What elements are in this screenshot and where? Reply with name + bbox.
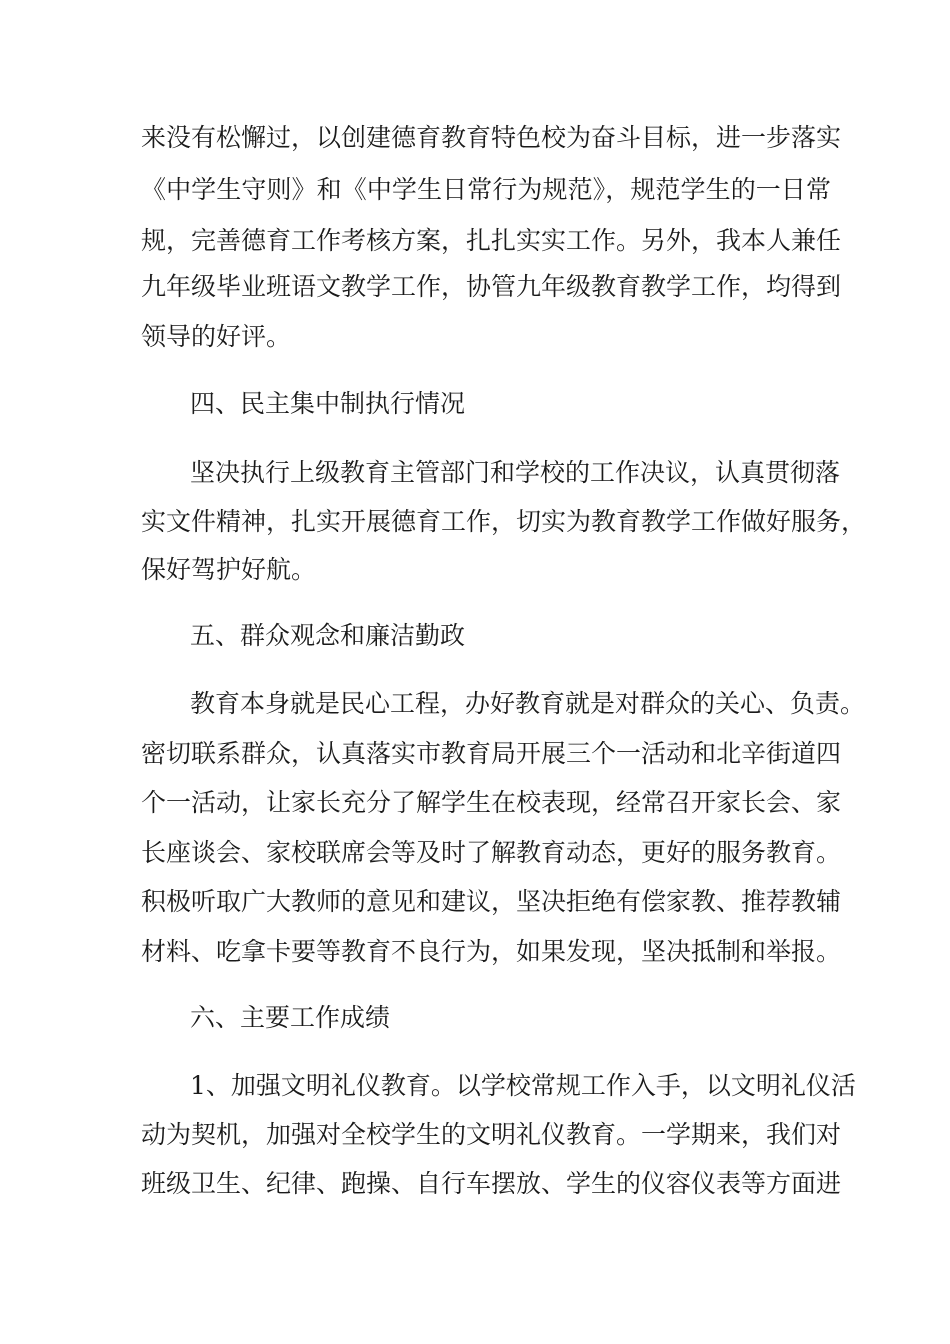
paragraph-line: 班级卫生、纪律、跑操、自行车摆放、学生的仪容仪表等方面进	[141, 1169, 842, 1198]
section-heading: 五、群众观念和廉洁勤政	[190, 621, 466, 650]
paragraph-line: 实文件精神，扎实开展德育工作，切实为教育教学工作做好服务，	[141, 507, 867, 536]
paragraph-line: 《中学生守则》和《中学生日常行为规范》，规范学生的一日常	[141, 175, 831, 204]
paragraph-line: 九年级毕业班语文教学工作，协管九年级教育教学工作，均得到	[141, 272, 842, 301]
section-heading: 四、民主集中制执行情况	[190, 389, 466, 418]
paragraph-line: 规，完善德育工作考核方案，扎扎实实工作。另外，我本人兼任	[141, 226, 842, 255]
section-heading: 六、主要工作成绩	[190, 1003, 391, 1032]
paragraph-line: 动为契机，加强对全校学生的文明礼仪教育。一学期来，我们对	[141, 1120, 842, 1149]
paragraph-line: 领导的好评。	[141, 322, 292, 351]
paragraph-line: 坚决执行上级教育主管部门和学校的工作决议，认真贯彻落	[190, 458, 841, 487]
paragraph-line: 长座谈会、家校联席会等及时了解教育动态，更好的服务教育。	[141, 838, 842, 867]
paragraph-line: 材料、吃拿卡要等教育不良行为，如果发现，坚决抵制和举报。	[141, 937, 842, 966]
paragraph-line: 密切联系群众，认真落实市教育局开展三个一活动和北辛街道四	[141, 739, 842, 768]
paragraph-line: 保好驾护好航。	[141, 555, 317, 584]
paragraph-line: 个一活动，让家长充分了解学生在校表现，经常召开家长会、家	[141, 788, 842, 817]
paragraph-line: 来没有松懈过，以创建德育教育特色校为奋斗目标，进一步落实	[141, 123, 842, 152]
paragraph-line: 1、加强文明礼仪教育。以学校常规工作入手，以文明礼仪活	[190, 1071, 856, 1100]
paragraph-line: 积极听取广大教师的意见和建议，坚决拒绝有偿家教、推荐教辅	[141, 887, 842, 916]
paragraph-line: 教育本身就是民心工程，办好教育就是对群众的关心、负责。	[190, 689, 866, 718]
